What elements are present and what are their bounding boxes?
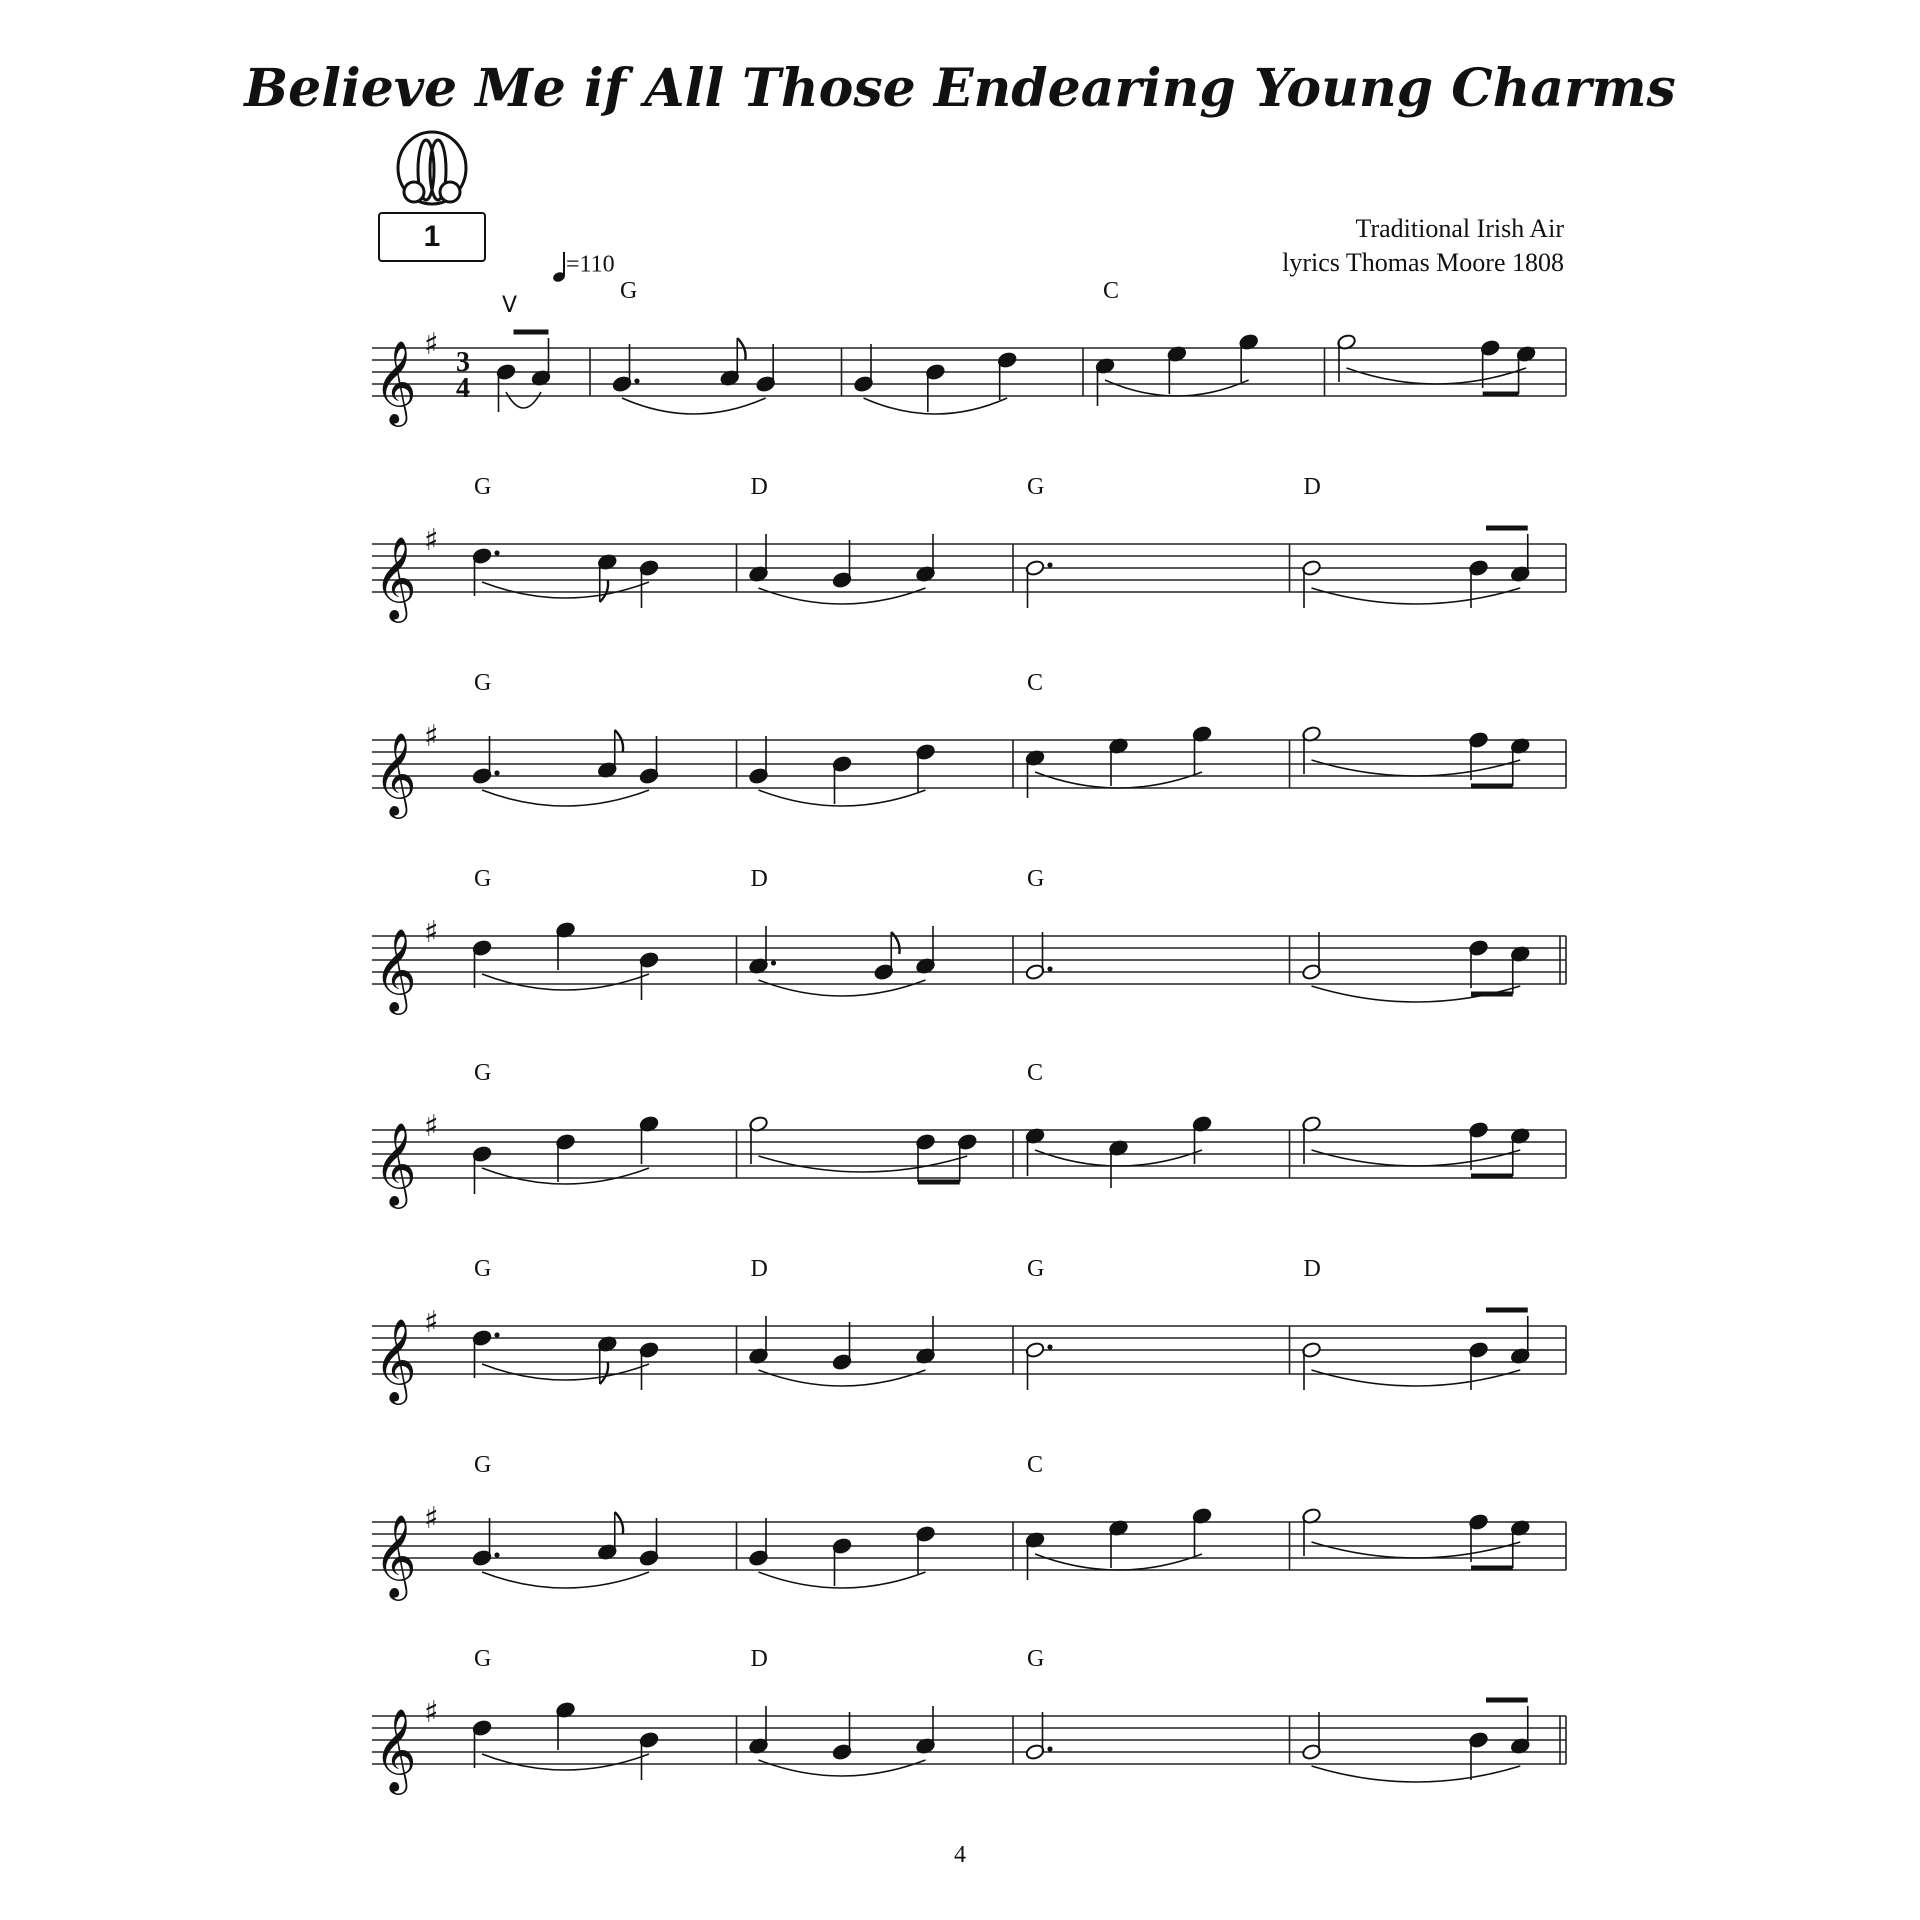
treble-clef: 𝄞: [374, 535, 417, 619]
key-signature-sharp: ♯: [424, 915, 439, 950]
slur: [622, 398, 766, 414]
tempo-value: =110: [566, 251, 615, 278]
dot: [494, 1552, 499, 1557]
slur: [864, 398, 1008, 414]
slur: [759, 1760, 926, 1776]
slur: [482, 790, 649, 806]
key-signature-sharp: ♯: [424, 523, 439, 558]
chord-symbol: G: [620, 278, 638, 304]
staff-system: [372, 670, 1566, 819]
slur: [759, 588, 926, 604]
chord-symbol: C: [1027, 1452, 1044, 1478]
slur: [1312, 1542, 1521, 1558]
chord-symbol: G: [474, 866, 492, 892]
chord-symbol: D: [1303, 1256, 1321, 1282]
dot: [1047, 562, 1052, 567]
page-title: Believe Me if All Those Endearing Young Charms: [244, 58, 1676, 119]
slur: [506, 392, 541, 408]
slur: [1312, 588, 1521, 604]
slur: [759, 790, 926, 806]
staff-system: [372, 1060, 1566, 1209]
key-signature-sharp: ♯: [424, 327, 439, 362]
slur: [759, 980, 926, 996]
time-signature-top: 3: [456, 347, 470, 378]
slur: [482, 974, 649, 990]
treble-clef: 𝄞: [374, 1707, 417, 1791]
staff-system: [372, 1452, 1566, 1601]
slur: [1312, 1150, 1521, 1166]
slur: [1035, 772, 1202, 788]
page-number: 4: [954, 1842, 966, 1868]
dot: [634, 378, 639, 383]
key-signature-sharp: ♯: [424, 1695, 439, 1730]
slur: [482, 582, 649, 598]
chord-symbol: G: [1027, 1646, 1045, 1672]
treble-clef: 𝄞: [374, 731, 417, 815]
up-bow-mark: V: [502, 293, 518, 318]
treble-clef: 𝄞: [374, 1317, 417, 1401]
chord-symbol: C: [1103, 278, 1120, 304]
dot: [1047, 966, 1052, 971]
chord-symbol: D: [750, 474, 768, 500]
chord-symbol: C: [1027, 1060, 1044, 1086]
slur: [482, 1168, 649, 1184]
chord-symbol: G: [1027, 474, 1045, 500]
dot: [494, 770, 499, 775]
staff-system: [372, 1646, 1566, 1795]
chord-symbol: D: [750, 866, 768, 892]
dot: [1047, 1746, 1052, 1751]
key-signature-sharp: ♯: [424, 1501, 439, 1536]
flag: [600, 1362, 608, 1384]
key-signature-sharp: ♯: [424, 719, 439, 754]
slur: [1312, 1766, 1521, 1782]
slur: [1347, 368, 1527, 384]
treble-clef: 𝄞: [374, 339, 417, 423]
treble-clef: 𝄞: [374, 1513, 417, 1597]
chord-symbol: G: [474, 670, 492, 696]
dot: [494, 1332, 499, 1337]
dot: [1047, 1344, 1052, 1349]
slur: [759, 1370, 926, 1386]
flag: [615, 1512, 623, 1534]
slur: [482, 1754, 649, 1770]
dot: [494, 550, 499, 555]
chord-symbol: D: [750, 1256, 768, 1282]
chord-symbol: G: [1027, 1256, 1045, 1282]
flag: [615, 730, 623, 752]
chord-symbol: G: [474, 1256, 492, 1282]
staff-system: [372, 474, 1566, 623]
slur: [759, 1156, 968, 1172]
track-number-box: 1: [378, 212, 486, 262]
key-signature-sharp: ♯: [424, 1305, 439, 1340]
flag: [600, 580, 608, 602]
treble-clef: 𝄞: [374, 927, 417, 1011]
slur: [482, 1364, 649, 1380]
chord-symbol: C: [1027, 670, 1044, 696]
chord-symbol: D: [1303, 474, 1321, 500]
slur: [1312, 986, 1521, 1002]
chord-symbol: G: [474, 1452, 492, 1478]
flag: [737, 338, 745, 360]
staff-system: [372, 278, 1566, 427]
chord-symbol: G: [474, 474, 492, 500]
time-signature-bottom: 4: [456, 373, 470, 404]
slur: [1312, 1370, 1521, 1386]
chord-symbol: G: [474, 1646, 492, 1672]
chord-symbol: D: [750, 1646, 768, 1672]
staff-system: [372, 866, 1566, 1015]
credit-origin: Traditional Irish Air: [1355, 214, 1564, 243]
slur: [759, 1572, 926, 1588]
credit-lyrics: lyrics Thomas Moore 1808: [1282, 248, 1564, 277]
slur: [1105, 380, 1249, 396]
dot: [771, 960, 776, 965]
slur: [1035, 1554, 1202, 1570]
slur: [482, 1572, 649, 1588]
staff-system: [372, 1256, 1566, 1405]
slur: [1312, 760, 1521, 776]
chord-symbol: G: [474, 1060, 492, 1086]
treble-clef: 𝄞: [374, 1121, 417, 1205]
chord-symbol: G: [1027, 866, 1045, 892]
key-signature-sharp: ♯: [424, 1109, 439, 1144]
